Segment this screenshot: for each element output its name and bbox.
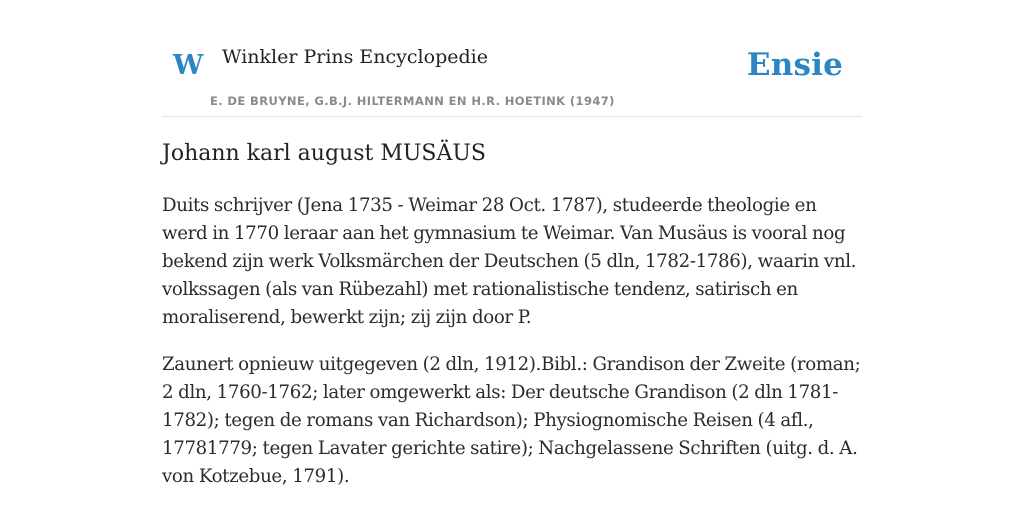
encyclopedia-card <box>162 0 862 512</box>
card-header <box>162 0 862 117</box>
entry-paragraph: Duits schrijver (Jena 1735 - Weimar 28 Oct. 1787), studeerde theologie en werd in 1770 leraar aan het gymnasium te Weimar. Van Musäus is vooral nog bekend zijn werk Volksmärchen der Deutschen (5 dln, 1782-1786), waarin vnl. volkssagen (als van Rübezahl) met rationalistische tendenz, satirisch en moraliserend, bewerkt zijn; zij zijn door P. <box>162 195 857 328</box>
winkler-prins-logo: W <box>173 50 204 81</box>
publication-title[interactable]: Winkler Prins Encyclopedie <box>222 46 488 68</box>
publication-authors: E. DE BRUYNE, G.B.J. HILTERMANN EN H.R. HOETINK (1947) <box>210 94 615 108</box>
entry-paragraph: Zaunert opnieuw uitgegeven (2 dln, 1912).Bibl.: Grandison der Zweite (roman; 2 dln, 1760-1762; later omgewerkt als: Der deutsche Grandison (2 dln 1781-1782); tegen de romans van Richardson); Physiognomische Reisen (4 afl., 17781779; tegen Lavater gerichte satire); Nachgelassene Schriften (uitg. d. A. von Kotzebue, 1791). <box>162 354 861 487</box>
entry-title: Johann karl august MUSÄUS <box>162 141 486 166</box>
ensie-logo[interactable]: Ensie <box>746 47 843 83</box>
